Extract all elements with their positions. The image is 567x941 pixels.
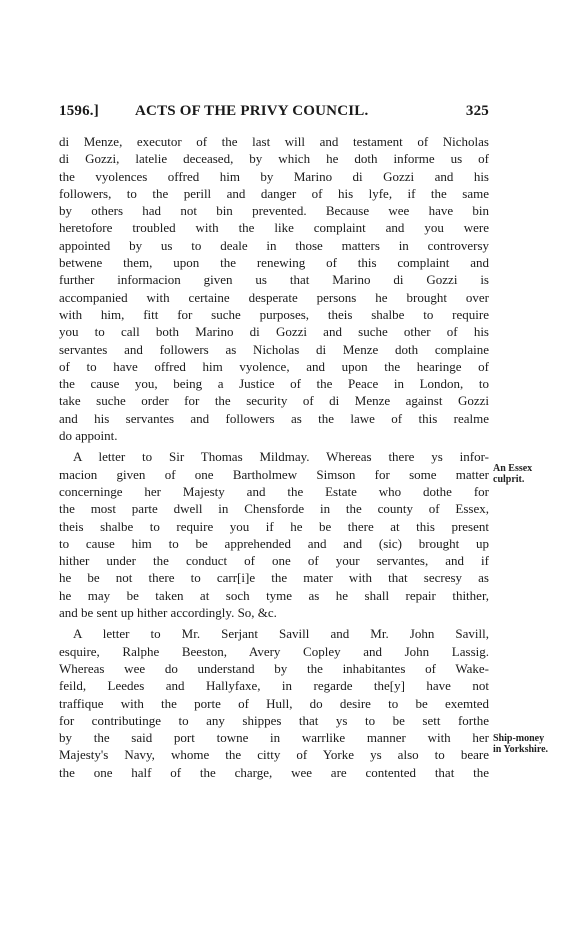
text-line: accompanied with certaine desperate persons he brought over [59, 289, 489, 305]
text-line: further informacion given us that Marino di Gozzi is [59, 272, 489, 288]
margin-note-essex-culprit [493, 463, 565, 485]
text-line: for contributinge to any shippes that ys to be sett forthe [59, 712, 489, 728]
text-line: di Gozzi, latelie deceased, by which he doth informe us of [59, 151, 489, 167]
margin-note-ship-money [493, 733, 565, 755]
text-line: followers, to the perill and danger of his lyfe, if the same [59, 185, 489, 201]
text-line: feild, Leedes and Hallyfaxe, in regarde the[y] have not [59, 678, 489, 694]
header-title: ACTS OF THE PRIVY COUNCIL. [135, 103, 369, 119]
text-line: appointed by us to deale in those matters in controversy [59, 237, 489, 253]
text-line: the most parte dwell in Chensforde in the county of Essex, [59, 501, 489, 517]
text-line: esquire, Ralphe Beeston, Avery Copley and John Lassig. [59, 643, 489, 659]
text-line: traffique with the porte of Hull, do desire to be exemted [59, 695, 489, 711]
text-line: Whereas wee do understand by the inhabitantes of Wake- [59, 660, 489, 676]
text-line: with him, fitt for suche purposes, theis shalbe to require [59, 306, 489, 322]
text-line: by others had not bin prevented. Because wee have bin [59, 203, 489, 219]
text-line: the cause you, being a Justice of the Peace in London, to [59, 376, 489, 392]
text-line: you to call both Marino di Gozzi and suche other of his [59, 324, 489, 340]
text-line: macion given of one Bartholmew Simson for some matter [59, 466, 489, 482]
text-line: to cause him to be apprehended and and (sic) brought up [59, 535, 489, 551]
text-line: di Menze, executor of the last will and testament of Nicholas [59, 134, 489, 149]
text-line: Majesty's Navy, whome the citty of Yorke ys also to beare [59, 747, 489, 763]
text-line: A letter to Mr. Serjant Savill and Mr. John Savill, [73, 626, 489, 642]
text-line: servantes and followers as Nicholas di Menze doth complaine [59, 341, 489, 357]
text-line: theis shalbe to require you if he be there at this present [59, 518, 489, 534]
margin-note-line: culprit. [493, 474, 525, 485]
header-year: 1596.] [59, 103, 99, 119]
document-body [59, 133, 489, 785]
paragraph-executor-complaint [59, 133, 489, 444]
text-line: concerninge her Majesty and the Estate who dothe for [59, 483, 489, 499]
text-line: the vyolences offred him by Marino di Gozzi and his [59, 168, 489, 184]
text-line: and his servantes and followers as the lawe of this realme [59, 410, 489, 426]
page-number: 325 [465, 103, 489, 119]
margin-note-line: Ship-money [493, 733, 545, 744]
text-line: by the said port towne in warrlike manner with her [59, 730, 489, 746]
text-line: heretofore troubled with the like complaint and you were [59, 220, 489, 236]
margin-note-line: in Yorkshire. [493, 744, 549, 755]
paragraph-letter-savill [59, 625, 489, 781]
text-line: and be sent up hither accordingly. So, &c. [59, 605, 277, 621]
text-line: of to have offred him vyolence, and upon the hearinge of [59, 358, 489, 374]
paragraph-letter-mildmay [59, 448, 489, 621]
text-line: do appoint. [59, 428, 118, 444]
text-line: the one half of the charge, wee are contented that the [59, 764, 489, 780]
text-line: he be not there to carr[i]e the mater with that secresy as [59, 570, 489, 586]
text-line: hither under the conduct of one of your servantes, and if [59, 553, 489, 569]
text-line: betwene them, upon the renewing of this complaint and [59, 255, 489, 271]
text-line: take suche order for the security of di Menze against Gozzi [59, 393, 489, 409]
margin-note-line: An Essex [493, 463, 533, 474]
text-line: A letter to Sir Thomas Mildmay. Whereas there ys infor- [73, 449, 489, 465]
running-header [59, 103, 489, 125]
text-line: he may be taken at soch tyme as he shall repair thither, [59, 587, 489, 603]
